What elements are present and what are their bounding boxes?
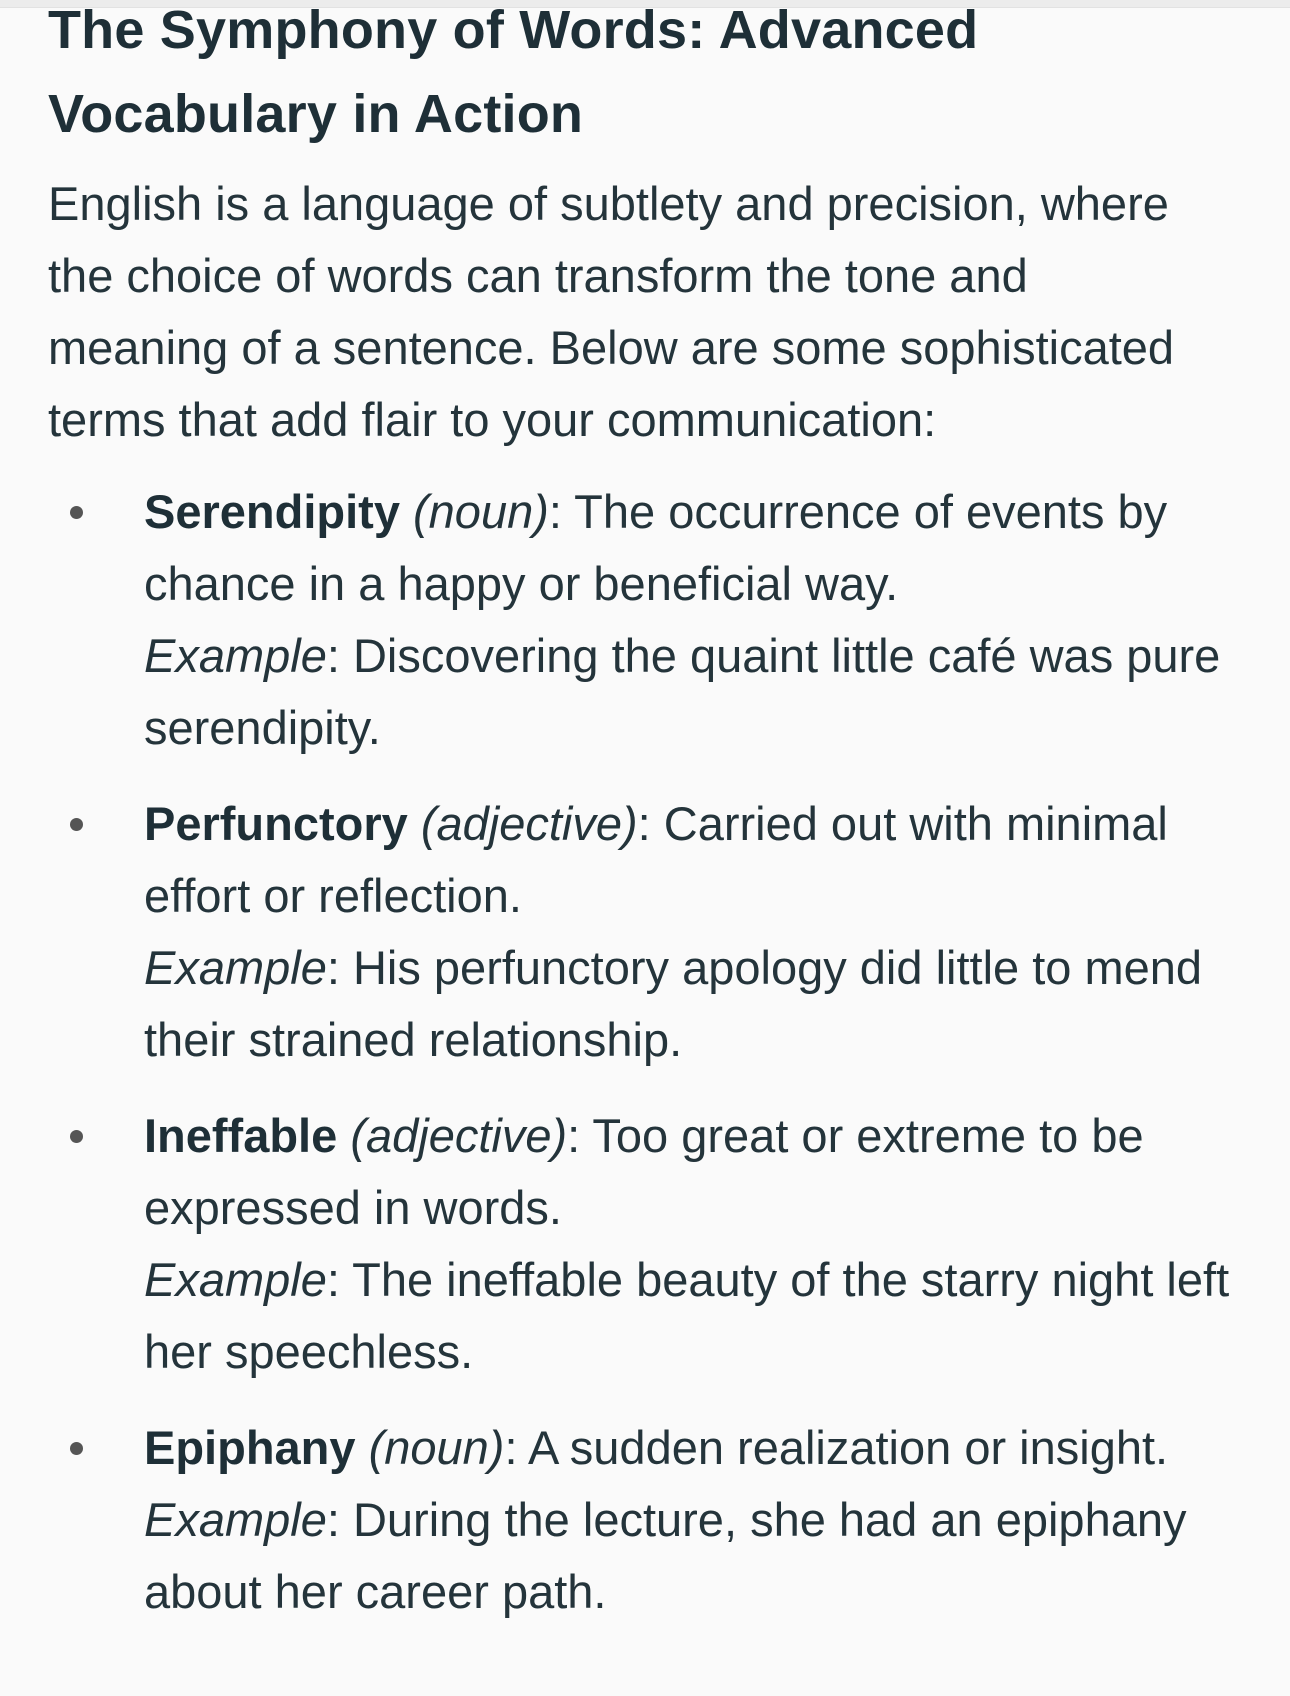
term-part-of-speech: (noun) <box>368 1421 505 1474</box>
article-intro: English is a language of subtlety and precision, where the choice of words can transform the tone and meaning of a sentence. Below are some sophisticated terms that add flair to your communication: <box>48 177 1175 446</box>
term-definition: : Carried out with minimal effort or reflection. <box>144 797 1168 922</box>
example-label: Example <box>144 629 327 682</box>
term-definition: : Too great or extreme to be expressed in words. <box>144 1109 1144 1234</box>
list-item <box>48 1100 1284 1388</box>
example-label: Example <box>144 1493 327 1546</box>
example-text: : Discovering the quaint little café was pure serendipity. <box>144 629 1221 754</box>
term-part-of-speech: (adjective) <box>350 1109 568 1162</box>
example-label: Example <box>144 941 327 994</box>
list-item <box>48 788 1284 1076</box>
term-word: Perfunctory <box>144 797 408 850</box>
bullet-icon <box>70 818 83 831</box>
term-part-of-speech: (noun) <box>413 485 549 538</box>
term-part-of-speech: (adjective) <box>420 797 638 850</box>
bullet-icon <box>70 506 83 519</box>
term-example <box>144 620 1284 764</box>
example-text: : His perfunctory apology did little to mend their strained relationship. <box>144 941 1203 1066</box>
term-definition: : The occurrence of events by chance in a happy or beneficial way. <box>144 485 1168 610</box>
vocabulary-list <box>48 476 1248 1628</box>
example-text: : The ineffable beauty of the starry night left her speechless. <box>144 1253 1230 1378</box>
example-text: : During the lecture, she had an epiphany about her career path. <box>144 1493 1187 1618</box>
term-word: Epiphany <box>144 1421 356 1474</box>
bullet-icon <box>70 1442 83 1455</box>
list-item <box>48 1412 1284 1628</box>
term-word: Serendipity <box>144 485 400 538</box>
term-word: Ineffable <box>144 1109 338 1162</box>
list-item <box>48 476 1284 764</box>
term-example <box>144 1244 1284 1388</box>
term-example <box>144 1484 1284 1628</box>
term-definition: : A sudden realization or insight. <box>504 1421 1169 1474</box>
example-label: Example <box>144 1253 327 1306</box>
article-title: The Symphony of Words: Advanced Vocabulary in Action <box>48 0 979 144</box>
bullet-icon <box>70 1130 83 1143</box>
article <box>48 0 1248 1652</box>
term-example <box>144 932 1284 1076</box>
